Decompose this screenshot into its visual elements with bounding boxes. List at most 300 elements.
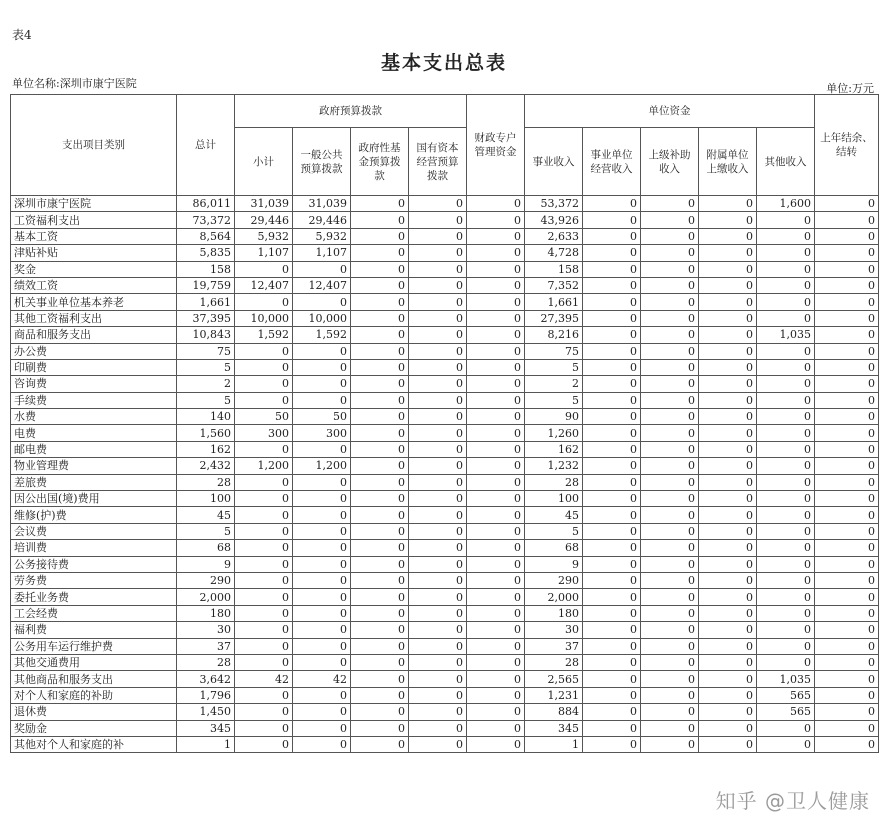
cell-fund: 0 [351,704,409,720]
cell-carry: 0 [815,392,879,408]
row-category: 奖励金 [11,720,177,736]
cell-state: 0 [409,687,467,703]
cell-carry: 0 [815,720,879,736]
cell-op: 0 [583,409,641,425]
cell-other: 0 [757,359,815,375]
cell-gen: 0 [293,523,351,539]
cell-total: 68 [177,540,235,556]
cell-total: 2 [177,376,235,392]
cell-carry: 0 [815,572,879,588]
table-row [11,704,879,720]
cell-op: 0 [583,589,641,605]
cell-special: 0 [467,736,525,752]
cell-special: 0 [467,474,525,490]
cell-affil: 0 [699,359,757,375]
cell-carry: 0 [815,638,879,654]
cell-state: 0 [409,409,467,425]
page-label: 表4 [12,28,32,42]
cell-total: 1,560 [177,425,235,441]
cell-carry: 0 [815,491,879,507]
cell-op: 0 [583,556,641,572]
cell-total: 5 [177,359,235,375]
cell-biz: 43,926 [525,212,583,228]
cell-special: 0 [467,359,525,375]
cell-special: 0 [467,228,525,244]
table-row [11,277,879,293]
cell-other: 0 [757,736,815,752]
cell-carry: 0 [815,261,879,277]
row-category: 退休费 [11,704,177,720]
cell-total: 345 [177,720,235,736]
cell-grant: 0 [641,704,699,720]
cell-other: 0 [757,638,815,654]
header-state-capital: 国有资本经营预算拨款 [409,128,467,196]
cell-op: 0 [583,343,641,359]
table-row [11,294,879,310]
cell-grant: 0 [641,654,699,670]
cell-special: 0 [467,523,525,539]
cell-affil: 0 [699,556,757,572]
cell-fund: 0 [351,245,409,261]
row-category: 差旅费 [11,474,177,490]
cell-sub: 0 [235,654,293,670]
cell-sub: 0 [235,556,293,572]
cell-fund: 0 [351,736,409,752]
cell-biz: 68 [525,540,583,556]
cell-sub: 0 [235,392,293,408]
row-category: 印刷费 [11,359,177,375]
cell-biz: 5 [525,392,583,408]
cell-sub: 0 [235,376,293,392]
cell-sub: 0 [235,474,293,490]
table-row [11,376,879,392]
row-category: 机关事业单位基本养老 [11,294,177,310]
cell-affil: 0 [699,474,757,490]
cell-biz: 75 [525,343,583,359]
cell-other: 0 [757,474,815,490]
cell-gen: 0 [293,589,351,605]
cell-gen: 50 [293,409,351,425]
table-row [11,441,879,457]
cell-carry: 0 [815,294,879,310]
row-category: 其他对个人和家庭的补 [11,736,177,752]
table-row [11,343,879,359]
cell-other: 0 [757,277,815,293]
cell-state: 0 [409,376,467,392]
cell-op: 0 [583,425,641,441]
cell-biz: 180 [525,605,583,621]
cell-grant: 0 [641,343,699,359]
table-row [11,310,879,326]
cell-affil: 0 [699,212,757,228]
cell-carry: 0 [815,736,879,752]
cell-total: 10,843 [177,327,235,343]
table-row [11,654,879,670]
cell-special: 0 [467,245,525,261]
cell-special: 0 [467,491,525,507]
cell-state: 0 [409,277,467,293]
cell-total: 290 [177,572,235,588]
cell-fund: 0 [351,622,409,638]
cell-grant: 0 [641,228,699,244]
page-title: 基本支出总表 [380,52,507,74]
cell-grant: 0 [641,425,699,441]
cell-affil: 0 [699,327,757,343]
cell-fund: 0 [351,638,409,654]
cell-total: 37 [177,638,235,654]
cell-gen: 0 [293,687,351,703]
cell-total: 140 [177,409,235,425]
cell-total: 1,796 [177,687,235,703]
cell-sub: 31,039 [235,196,293,212]
cell-affil: 0 [699,277,757,293]
table-row [11,622,879,638]
row-category: 工资福利支出 [11,212,177,228]
cell-carry: 0 [815,343,879,359]
header-superior-grant: 上级补助收入 [641,128,699,196]
cell-gen: 0 [293,556,351,572]
cell-sub: 0 [235,589,293,605]
cell-sub: 0 [235,622,293,638]
cell-fund: 0 [351,720,409,736]
cell-op: 0 [583,572,641,588]
cell-total: 1,661 [177,294,235,310]
cell-state: 0 [409,392,467,408]
cell-total: 19,759 [177,277,235,293]
cell-special: 0 [467,327,525,343]
cell-gen: 0 [293,605,351,621]
cell-carry: 0 [815,589,879,605]
cell-total: 9 [177,556,235,572]
cell-other: 0 [757,310,815,326]
cell-other: 0 [757,605,815,621]
cell-other: 0 [757,720,815,736]
cell-total: 162 [177,441,235,457]
table-row [11,425,879,441]
cell-state: 0 [409,425,467,441]
cell-affil: 0 [699,343,757,359]
cell-affil: 0 [699,622,757,638]
cell-sub: 10,000 [235,310,293,326]
cell-other: 0 [757,556,815,572]
cell-gen: 1,200 [293,458,351,474]
cell-grant: 0 [641,523,699,539]
cell-op: 0 [583,507,641,523]
cell-state: 0 [409,441,467,457]
cell-fund: 0 [351,523,409,539]
row-category: 深圳市康宁医院 [11,196,177,212]
cell-fund: 0 [351,654,409,670]
cell-other: 1,600 [757,196,815,212]
cell-fund: 0 [351,572,409,588]
row-category: 对个人和家庭的补助 [11,687,177,703]
cell-fund: 0 [351,589,409,605]
cell-op: 0 [583,196,641,212]
cell-grant: 0 [641,720,699,736]
cell-gen: 5,932 [293,228,351,244]
cell-carry: 0 [815,654,879,670]
cell-carry: 0 [815,196,879,212]
table-row [11,523,879,539]
cell-affil: 0 [699,654,757,670]
cell-special: 0 [467,376,525,392]
table-row [11,196,879,212]
cell-sub: 42 [235,671,293,687]
cell-state: 0 [409,245,467,261]
row-category: 绩效工资 [11,277,177,293]
cell-gen: 42 [293,671,351,687]
cell-gen: 0 [293,654,351,670]
cell-grant: 0 [641,294,699,310]
table-row [11,507,879,523]
cell-total: 28 [177,474,235,490]
cell-special: 0 [467,671,525,687]
table-row [11,605,879,621]
cell-special: 0 [467,622,525,638]
cell-biz: 53,372 [525,196,583,212]
row-category: 邮电费 [11,441,177,457]
row-category: 物业管理费 [11,458,177,474]
cell-fund: 0 [351,507,409,523]
cell-affil: 0 [699,458,757,474]
cell-biz: 2,565 [525,671,583,687]
cell-special: 0 [467,261,525,277]
table-row [11,589,879,605]
cell-state: 0 [409,540,467,556]
cell-special: 0 [467,720,525,736]
cell-grant: 0 [641,491,699,507]
unit-name: 单位名称:深圳市康宁医院 [12,77,137,90]
cell-carry: 0 [815,359,879,375]
cell-other: 0 [757,523,815,539]
cell-state: 0 [409,228,467,244]
cell-total: 158 [177,261,235,277]
cell-other: 1,035 [757,671,815,687]
cell-grant: 0 [641,671,699,687]
cell-biz: 30 [525,622,583,638]
cell-carry: 0 [815,523,879,539]
table-row [11,638,879,654]
cell-state: 0 [409,556,467,572]
cell-total: 8,564 [177,228,235,244]
cell-state: 0 [409,474,467,490]
header-subtotal: 小计 [235,128,293,196]
row-category: 手续费 [11,392,177,408]
cell-special: 0 [467,458,525,474]
cell-biz: 100 [525,491,583,507]
cell-total: 5,835 [177,245,235,261]
cell-biz: 37 [525,638,583,654]
cell-biz: 1,232 [525,458,583,474]
cell-special: 0 [467,441,525,457]
cell-affil: 0 [699,638,757,654]
cell-biz: 5 [525,359,583,375]
cell-other: 0 [757,409,815,425]
cell-total: 180 [177,605,235,621]
cell-op: 0 [583,654,641,670]
cell-other: 0 [757,622,815,638]
cell-other: 0 [757,654,815,670]
cell-fund: 0 [351,687,409,703]
cell-grant: 0 [641,392,699,408]
cell-grant: 0 [641,310,699,326]
cell-carry: 0 [815,671,879,687]
cell-affil: 0 [699,425,757,441]
cell-gen: 0 [293,294,351,310]
cell-grant: 0 [641,474,699,490]
row-category: 福利费 [11,622,177,638]
cell-other: 0 [757,376,815,392]
cell-biz: 162 [525,441,583,457]
cell-sub: 0 [235,523,293,539]
cell-op: 0 [583,392,641,408]
cell-gen: 0 [293,736,351,752]
cell-fund: 0 [351,261,409,277]
cell-total: 5 [177,523,235,539]
cell-affil: 0 [699,704,757,720]
cell-fund: 0 [351,409,409,425]
table-row [11,474,879,490]
cell-gen: 12,407 [293,277,351,293]
cell-carry: 0 [815,277,879,293]
table-row [11,736,879,752]
cell-affil: 0 [699,720,757,736]
cell-grant: 0 [641,540,699,556]
cell-grant: 0 [641,409,699,425]
cell-affil: 0 [699,310,757,326]
cell-state: 0 [409,294,467,310]
cell-fund: 0 [351,310,409,326]
cell-fund: 0 [351,458,409,474]
table-row [11,671,879,687]
cell-grant: 0 [641,359,699,375]
cell-fund: 0 [351,359,409,375]
cell-other: 565 [757,687,815,703]
cell-biz: 2,000 [525,589,583,605]
row-category: 公务接待费 [11,556,177,572]
cell-sub: 1,107 [235,245,293,261]
cell-fund: 0 [351,228,409,244]
cell-biz: 1,260 [525,425,583,441]
cell-biz: 5 [525,523,583,539]
cell-fund: 0 [351,605,409,621]
header-gov-fund: 政府性基金预算拨款 [351,128,409,196]
cell-affil: 0 [699,261,757,277]
cell-grant: 0 [641,327,699,343]
cell-gen: 1,107 [293,245,351,261]
cell-sub: 50 [235,409,293,425]
cell-carry: 0 [815,310,879,326]
cell-carry: 0 [815,409,879,425]
cell-grant: 0 [641,687,699,703]
row-category: 工会经费 [11,605,177,621]
cell-other: 0 [757,441,815,457]
cell-grant: 0 [641,376,699,392]
cell-state: 0 [409,491,467,507]
cell-biz: 8,216 [525,327,583,343]
cell-op: 0 [583,704,641,720]
cell-biz: 27,395 [525,310,583,326]
cell-op: 0 [583,294,641,310]
cell-gen: 0 [293,376,351,392]
cell-carry: 0 [815,212,879,228]
cell-gen: 31,039 [293,196,351,212]
row-category: 因公出国(境)费用 [11,491,177,507]
cell-carry: 0 [815,441,879,457]
cell-sub: 300 [235,425,293,441]
cell-sub: 0 [235,638,293,654]
cell-biz: 45 [525,507,583,523]
cell-gen: 0 [293,441,351,457]
cell-grant: 0 [641,589,699,605]
cell-affil: 0 [699,540,757,556]
cell-affil: 0 [699,523,757,539]
cell-sub: 1,592 [235,327,293,343]
cell-other: 0 [757,245,815,261]
cell-state: 0 [409,605,467,621]
cell-sub: 0 [235,540,293,556]
cell-state: 0 [409,523,467,539]
cell-gen: 10,000 [293,310,351,326]
row-category: 其他工资福利支出 [11,310,177,326]
cell-carry: 0 [815,228,879,244]
header-gov-group: 政府预算拨款 [235,95,467,128]
table-row [11,572,879,588]
cell-sub: 0 [235,441,293,457]
cell-gen: 0 [293,720,351,736]
cell-affil: 0 [699,736,757,752]
cell-fund: 0 [351,376,409,392]
header-category: 支出项目类别 [11,95,177,196]
cell-total: 28 [177,654,235,670]
cell-biz: 158 [525,261,583,277]
cell-affil: 0 [699,589,757,605]
cell-total: 73,372 [177,212,235,228]
cell-state: 0 [409,458,467,474]
header-total: 总计 [177,95,235,196]
cell-grant: 0 [641,458,699,474]
cell-biz: 1,661 [525,294,583,310]
row-category: 公务用车运行维护费 [11,638,177,654]
cell-biz: 345 [525,720,583,736]
cell-grant: 0 [641,212,699,228]
header-carryover: 上年结余、结转 [815,95,879,196]
cell-biz: 28 [525,654,583,670]
cell-state: 0 [409,638,467,654]
cell-special: 0 [467,556,525,572]
cell-op: 0 [583,310,641,326]
table-row [11,261,879,277]
cell-special: 0 [467,425,525,441]
cell-special: 0 [467,294,525,310]
cell-op: 0 [583,605,641,621]
cell-carry: 0 [815,458,879,474]
cell-special: 0 [467,605,525,621]
cell-gen: 0 [293,507,351,523]
cell-other: 0 [757,228,815,244]
table-row [11,540,879,556]
header-unit-group: 单位资金 [525,95,815,128]
header-operating-income: 事业单位经营收入 [583,128,641,196]
table-row [11,409,879,425]
row-category: 咨询费 [11,376,177,392]
cell-op: 0 [583,622,641,638]
cell-op: 0 [583,212,641,228]
cell-biz: 290 [525,572,583,588]
cell-total: 5 [177,392,235,408]
cell-op: 0 [583,359,641,375]
cell-carry: 0 [815,245,879,261]
